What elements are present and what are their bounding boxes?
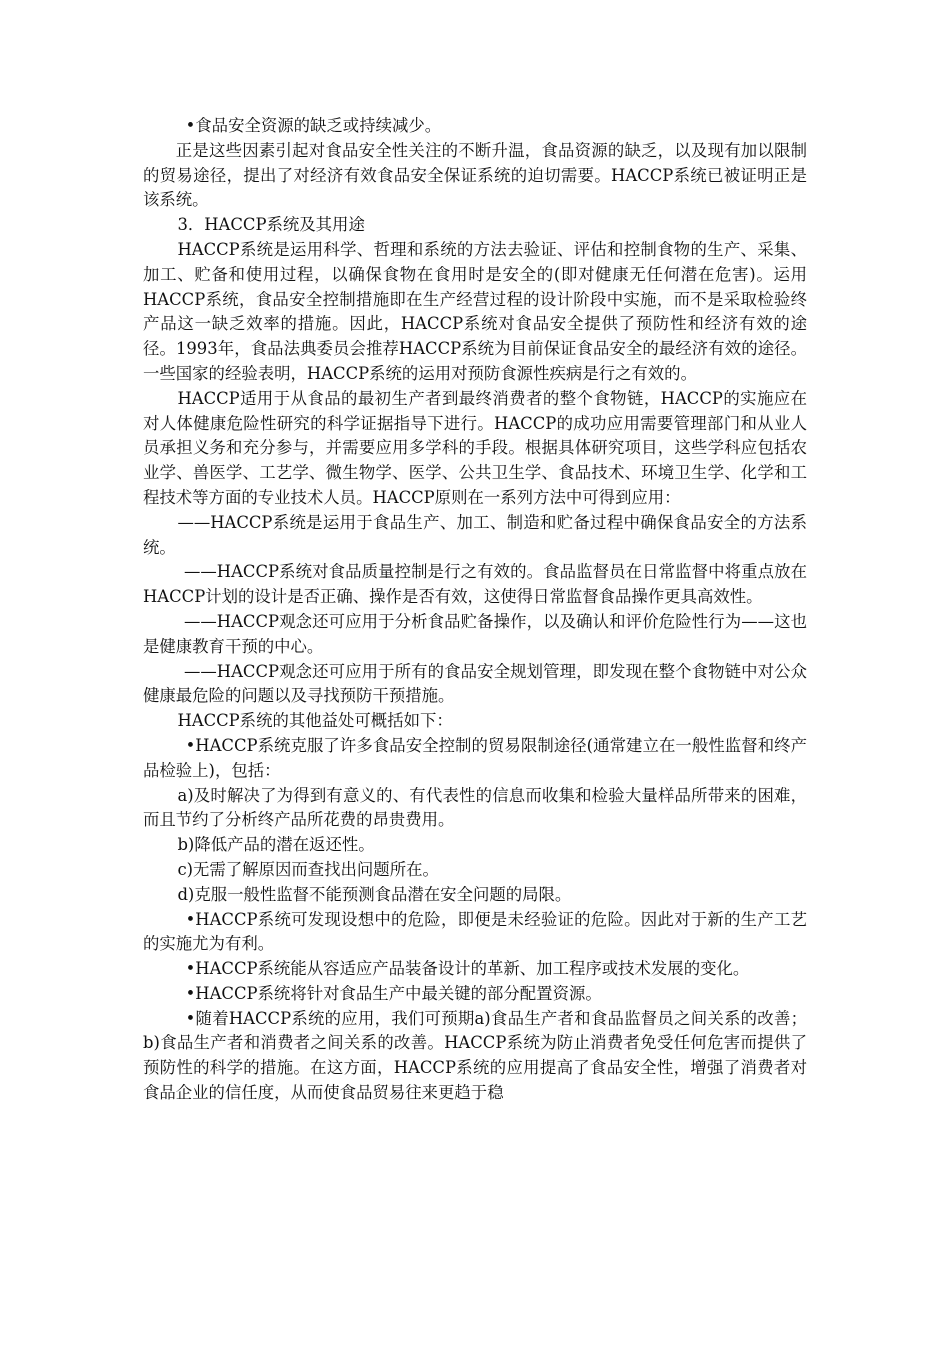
dash-item-safety-planning: ——HACCP观念还可应用于所有的食品安全规划管理，即发现在整个食物链中对公众健康最危险的问题以及寻找预防干预措施。: [143, 661, 807, 706]
item-a-timely-solution: a)及时解决了为得到有意义的、有代表性的信息而收集和检验大量样品所带来的困难，而且节约了分析终产品所花费的昂贵费用。: [143, 785, 807, 830]
paragraph-concern-rising: 正是这些因素引起对食品安全性关注的不断升温，食品资源的缺乏，以及现有加以限制的贸易途径，提出了对经济有效食品安全保证系统的迫切需要。HACCP系统已被证明正是该系统。: [143, 140, 807, 210]
item-b-reduce-recall: b)降低产品的潜在返还性。: [177, 835, 375, 855]
bullet-identify-hazards: •HACCP系统可发现设想中的危险，即便是未经验证的危险。因此对于新的生产工艺的实施尤为有利。: [143, 909, 807, 954]
dash-item-quality-control: ——HACCP系统对食品质量控制是行之有效的。食品监督员在日常监督中将重点放在HACCP计划的设计是否正确、操作是否有效，这使得日常监督食品操作更具高效性。: [143, 562, 807, 607]
bullet-adapt-innovation: •HACCP系统能从容适应产品装备设计的革新、加工程序或技术发展的变化。: [185, 959, 750, 979]
item-d-overcome-limit: d)克服一般性监督不能预测食品潜在安全问题的局限。: [177, 884, 572, 904]
paragraph-haccp-application: HACCP适用于从食品的最初生产者到最终消费者的整个食物链，HACCP的实施应在对人体健康危险性研究的科学证据指导下进行。HACCP的成功应用需要管理部门和从业人员承担义务和充分参与，并需要应用多学科的手段。根据具体研究项目，这些学科应包括农业学、兽医学、工艺学、微生物学、医学、公共卫生学、食品技术、环境卫生学、化学和工程技术等方面的专业技术人员。HACCP原则在一系列方法中可得到应用：: [143, 388, 807, 507]
bullet-allocate-resources: •HACCP系统将针对食品生产中最关键的部分配置资源。: [185, 983, 602, 1003]
bullet-relationship-improvement: •随着HACCP系统的应用，我们可预期a)食品生产者和食品监督员之间关系的改善；b)食品生产者和消费者之间关系的改善。HACCP系统为防止消费者免受任何危害而提供了预防性的科学的措施。在这方面，HACCP系统的应用提高了食品安全性，增强了消费者对食品企业的信任度，从而使食品贸易往来更趋于稳: [143, 1008, 807, 1103]
dash-item-method-system: ——HACCP系统是运用于食品生产、加工、制造和贮备过程中确保食品安全的方法系统。: [143, 512, 807, 557]
bullet-trade-restriction: •HACCP系统克服了许多食品安全控制的贸易限制途径(通常建立在一般性监督和终产品检验上)，包括：: [143, 735, 807, 780]
bullet-food-resource-shortage: •食品安全资源的缺乏或持续减少。: [185, 116, 442, 135]
item-c-find-problem: c)无需了解原因而查找出问题所在。: [177, 859, 439, 879]
dash-item-storage-analysis: ——HACCP观念还可应用于分析食品贮备操作，以及确认和评价危险性行为——这也是健康教育干预的中心。: [143, 611, 807, 656]
document-body: [143, 114, 807, 1106]
paragraph-other-benefits: HACCP系统的其他益处可概括如下：: [177, 711, 453, 731]
section-heading-haccp-uses: 3．HACCP系统及其用途: [177, 215, 365, 235]
paragraph-haccp-definition: HACCP系统是运用科学、哲理和系统的方法去验证、评估和控制食物的生产、采集、加工、贮备和使用过程，以确保食物在食用时是安全的(即对健康无任何潜在危害)。运用HACCP系统，食品安全控制措施即在生产经营过程的设计阶段中实施，而不是采取检验终产品这一缺乏效率的措施。因此，HACCP系统对食品安全提供了预防性和经济有效的途径。1993年，食品法典委员会推荐HACCP系统为目前保证食品安全的最经济有效的途径。一些国家的经验表明，HACCP系统的运用对预防食源性疾病是行之有效的。: [143, 239, 807, 383]
